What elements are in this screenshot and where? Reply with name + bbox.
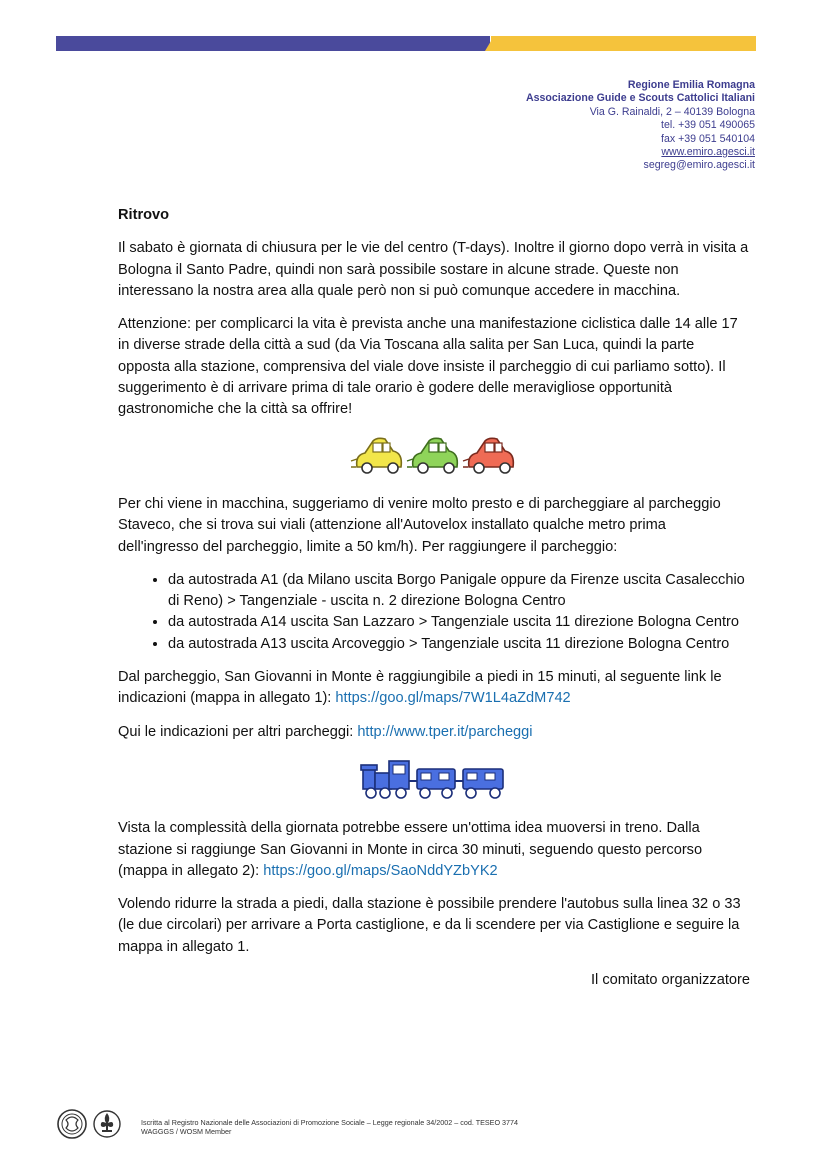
letterhead-tel: tel. +39 051 490065 [661, 119, 755, 132]
letterhead-website-link[interactable]: www.emiro.agesci.it [661, 146, 755, 159]
map-link-1[interactable]: https://goo.gl/maps/7W1L4aZdM742 [335, 690, 571, 707]
paragraph-parking-staveco: Per chi viene in macchina, suggeriamo di venire molto presto e di parcheggiare al parcheggio Staveco, che si trova sui viali (attenzione all'Autovelox installato qualche metro prima dell'ingresso del parcheggio, limite a 50 km/h). Per raggiungere il parcheggio: [118, 495, 721, 555]
letterhead-association: Associazione Guide e Scouts Cattolici Italiani [526, 92, 755, 105]
paragraph-other-parking-text: Qui le indicazioni per altri parcheggi: [118, 723, 358, 740]
scout-fleur-de-lis-logo [92, 1108, 122, 1140]
letterhead-email: segreg@emiro.agesci.it [643, 159, 755, 172]
paragraph-t-days: Il sabato è giornata di chiusura per le vie del centro (T-days). Inoltre il giorno dopo verrà in visita a Bologna il Santo Padre, quindi non sarà possibile sostare in alcune strade. Queste non interessano la nostra area alla quale però non si può comunque accedere in macchina. [118, 240, 749, 299]
routes-list [118, 570, 750, 655]
list-item: • da autostrada A14 uscita San Lazzaro > Tangenziale uscita 11 direzione Bologna Centro [168, 612, 750, 633]
footer-membership-text: WAGGGS / WOSM Member [141, 1127, 232, 1137]
footer-note [141, 1118, 518, 1136]
document-body [118, 205, 750, 1003]
list-item: • da autostrada A13 uscita Arcoveggio > Tangenziale uscita 11 direzione Bologna Centro [168, 634, 750, 655]
header-band-divider [485, 36, 494, 51]
paragraph-train [118, 818, 750, 882]
letterhead-address: Via G. Rainaldi, 2 – 40139 Bologna [589, 105, 755, 118]
footer [56, 1108, 756, 1144]
paragraph-cycling-event: Attenzione: per complicarci la vita è prevista anche una manifestazione ciclistica dalle 14 alle 17 in diverse strade della città a sud (da Via Toscana alla salita per San Luca, quindi la parte opposta alla stazione, comprensiva del viale dove insiste il parcheggio di cui parliamo sotto). Il suggerimento è di arrivare prima di tale orario è godere delle meravigliose opportunità gastronomiche che la città sa offrire! [118, 316, 738, 418]
cars-illustration [118, 433, 750, 484]
header-color-band [56, 36, 756, 51]
paragraph-train-text: Vista la complessità della giornata potrebbe essere un'ottima idea muoversi in treno. Dalla stazione si raggiunge San Giovanni in Monte in circa 30 minuti, seguendo questo percorso (mappa in allegato 2): [118, 820, 703, 879]
header-band-purple [56, 36, 490, 51]
agesci-logo [56, 1108, 88, 1140]
letterhead-region: Regione Emilia Romagna [627, 79, 755, 91]
letterhead [526, 79, 755, 173]
letterhead-fax: fax +39 051 540104 [661, 132, 755, 145]
parking-link[interactable]: http://www.tper.it/parcheggi [357, 723, 533, 740]
section-heading: Ritrovo [118, 207, 170, 223]
paragraph-walk-directions [118, 667, 750, 710]
paragraph-walk-text: Dal parcheggio, San Giovanni in Monte è raggiungibile a piedi in 15 minuti, al seguente link le indicazioni (mappa in allegato 1): [118, 669, 722, 707]
paragraph-other-parking [118, 722, 750, 743]
map-link-2[interactable]: https://goo.gl/maps/SaoNddYZbYK2 [263, 862, 498, 879]
train-illustration [118, 755, 750, 808]
signature: Il comitato organizzatore [591, 972, 750, 989]
paragraph-bus: Volendo ridurre la strada a piedi, dalla stazione è possibile prendere l'autobus sulla linea 32 o 33 (le due circolari) per arrivare a Porta castiglione, e da li scendere per via Castiglione e seguire la mappa in allegato 1. [118, 896, 741, 955]
header-band-yellow [491, 36, 756, 51]
list-item: • da autostrada A1 (da Milano uscita Borgo Panigale oppure da Firenze uscita Casalecchio di Reno) > Tangenziale - uscita n. 2 direzione Bologna Centro [168, 570, 750, 613]
footer-registry-text: Iscritta al Registro Nazionale delle Associazioni di Promozione Sociale – Legge regionale 34/2002 – cod. TESEO 3774 [141, 1118, 519, 1127]
